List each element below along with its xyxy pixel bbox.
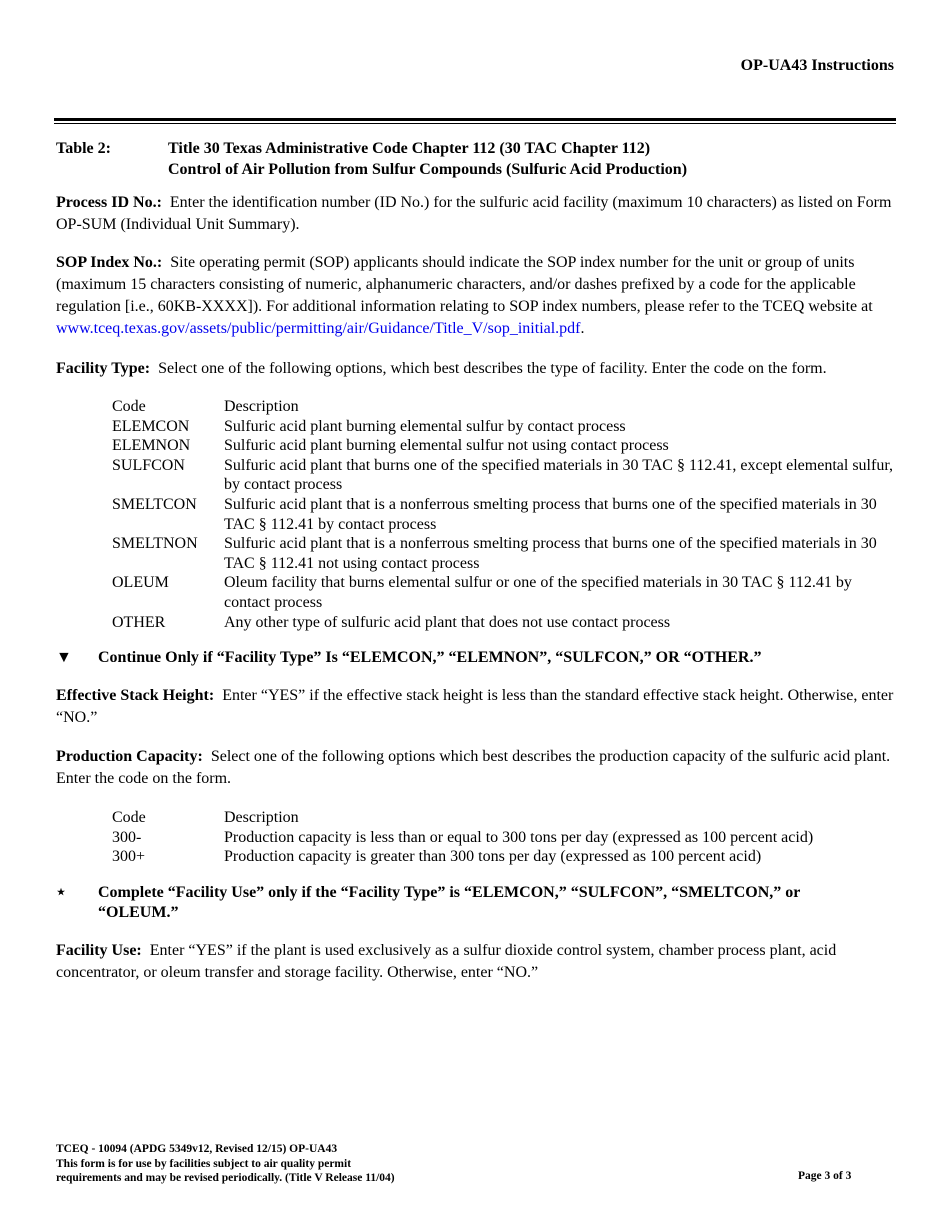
code-value: OLEUM	[112, 574, 169, 592]
table-title	[168, 138, 868, 180]
footer-line2: This form is for use by facilities subject to air quality permit	[56, 1157, 352, 1170]
code-description: Sulfuric acid plant burning elemental sulfur by contact process	[224, 417, 626, 435]
code-header: Code	[112, 809, 146, 826]
code-description: Any other type of sulfuric acid plant that does not use contact process	[224, 613, 671, 631]
code-description: Sulfuric acid plant that is a nonferrous smelting process that burns one of the specified materials in 30 TAC § 112.41 by contact process	[224, 495, 877, 533]
facility-type-text: Select one of the following options, which best describes the type of facility. Enter the code on the form.	[158, 360, 827, 377]
sop-index-period: .	[580, 320, 585, 337]
header-rule-thick	[54, 118, 896, 121]
production-capacity-label: Production Capacity:	[56, 748, 203, 765]
table-title-line1: Title 30 Texas Administrative Code Chapter 112 (30 TAC Chapter 112)	[168, 140, 651, 157]
continue-note-text: Continue Only if “Facility Type” Is “ELEMCON,” “ELEMNON”, “SULFCON,” OR “OTHER.”	[98, 649, 762, 666]
footer-line3: requirements and may be revised periodically. (Title V Release 11/04)	[56, 1172, 395, 1184]
stack-height-text: Enter “YES” if the effective stack height is less than the standard effective stack height. Otherwise, enter “NO.”	[56, 687, 894, 726]
code-description: Sulfuric acid plant burning elemental sulfur not using contact process	[224, 437, 669, 455]
code-row	[112, 436, 902, 456]
code-table-header	[112, 397, 902, 417]
facility-type-code-table	[112, 397, 902, 632]
code-description: Sulfuric acid plant that burns one of the specified materials in 30 TAC § 112.41, except elemental sulfur, by contact process	[224, 456, 894, 494]
code-description: Sulfuric acid plant that is a nonferrous smelting process that burns one of the specified materials in 30 TAC § 112.41 not using contact process	[224, 535, 877, 572]
header-rule-thin	[54, 123, 896, 124]
code-row	[112, 847, 902, 867]
table-label: Table 2:	[56, 140, 111, 157]
stack-height-paragraph	[56, 685, 896, 729]
code-description: Oleum facility that burns elemental sulfur or one of the specified materials in 30 TAC § 112.41 by contact process	[224, 574, 852, 611]
code-table-header	[112, 808, 902, 828]
facility-type-label: Facility Type:	[56, 360, 151, 377]
code-header: Code	[112, 398, 146, 415]
production-capacity-paragraph	[56, 746, 896, 790]
sop-index-text: Site operating permit (SOP) applicants should indicate the SOP index number for the unit or group of units (maximum 15 characters consisting of numeric, alphanumeric characters, and/or dashes prefixed by a code for the applicable regulation [i.e., 60KB-XXXX]). For additional information relating to SOP index numbers, please refer to the TCEQ website at	[56, 254, 873, 315]
page-header-title: OP-UA43 Instructions	[740, 57, 894, 74]
star-icon: ⋆	[56, 884, 67, 901]
sop-index-paragraph	[56, 252, 896, 340]
facility-use-note-text: Complete “Facility Use” only if the “Facility Type” is “ELEMCON,” “SULFCON”, “SMELTCON,” or “OLEUM.”	[98, 884, 801, 921]
page-number: Page 3 of 3	[798, 1170, 852, 1182]
code-row	[112, 828, 902, 848]
description-header: Description	[224, 398, 299, 415]
facility-use-paragraph	[56, 940, 896, 984]
code-value: ELEMCON	[112, 417, 190, 435]
footer	[56, 1142, 395, 1186]
triangle-down-icon: ▼	[56, 649, 72, 666]
facility-type-paragraph	[56, 358, 896, 380]
facility-use-label: Facility Use:	[56, 942, 142, 959]
table-title-line2: Control of Air Pollution from Sulfur Compounds (Sulfuric Acid Production)	[168, 161, 688, 178]
code-row	[112, 573, 902, 612]
sop-index-label: SOP Index No.:	[56, 254, 163, 271]
stack-height-label: Effective Stack Height:	[56, 687, 215, 704]
code-value: SMELTNON	[112, 535, 198, 553]
sop-index-link[interactable]: www.tceq.texas.gov/assets/public/permitting/air/Guidance/Title_V/sop_initial.pdf	[56, 320, 581, 337]
process-id-text: Enter the identification number (ID No.) for the sulfuric acid facility (maximum 10 characters) as listed on Form OP-SUM (Individual Unit Summary).	[56, 194, 892, 233]
code-value: ELEMNON	[112, 437, 191, 455]
code-value: SMELTCON	[112, 495, 197, 513]
production-capacity-text: Select one of the following options which best describes the production capacity of the sulfuric acid plant. Enter the code on the form.	[56, 748, 891, 787]
code-row	[112, 613, 902, 633]
facility-use-text: Enter “YES” if the plant is used exclusively as a sulfur dioxide control system, chamber process plant, acid concentrator, or oleum transfer and storage facility. Otherwise, enter “NO.”	[56, 942, 837, 981]
description-header: Description	[224, 809, 299, 826]
code-value: 300+	[112, 848, 146, 866]
code-description: Production capacity is greater than 300 tons per day (expressed as 100 percent acid)	[224, 848, 762, 866]
code-row	[112, 417, 902, 437]
code-value: OTHER	[112, 613, 166, 631]
process-id-paragraph	[56, 192, 896, 236]
production-capacity-code-table	[112, 808, 902, 867]
footer-line1: TCEQ - 10094 (APDG 5349v12, Revised 12/15) OP-UA43	[56, 1143, 338, 1155]
code-value: 300-	[112, 828, 142, 846]
code-value: SULFCON	[112, 456, 185, 474]
code-row	[112, 534, 902, 573]
process-id-label: Process ID No.:	[56, 194, 162, 211]
code-row	[112, 456, 902, 495]
code-row	[112, 495, 902, 534]
code-description: Production capacity is less than or equal to 300 tons per day (expressed as 100 percent acid)	[224, 828, 814, 846]
